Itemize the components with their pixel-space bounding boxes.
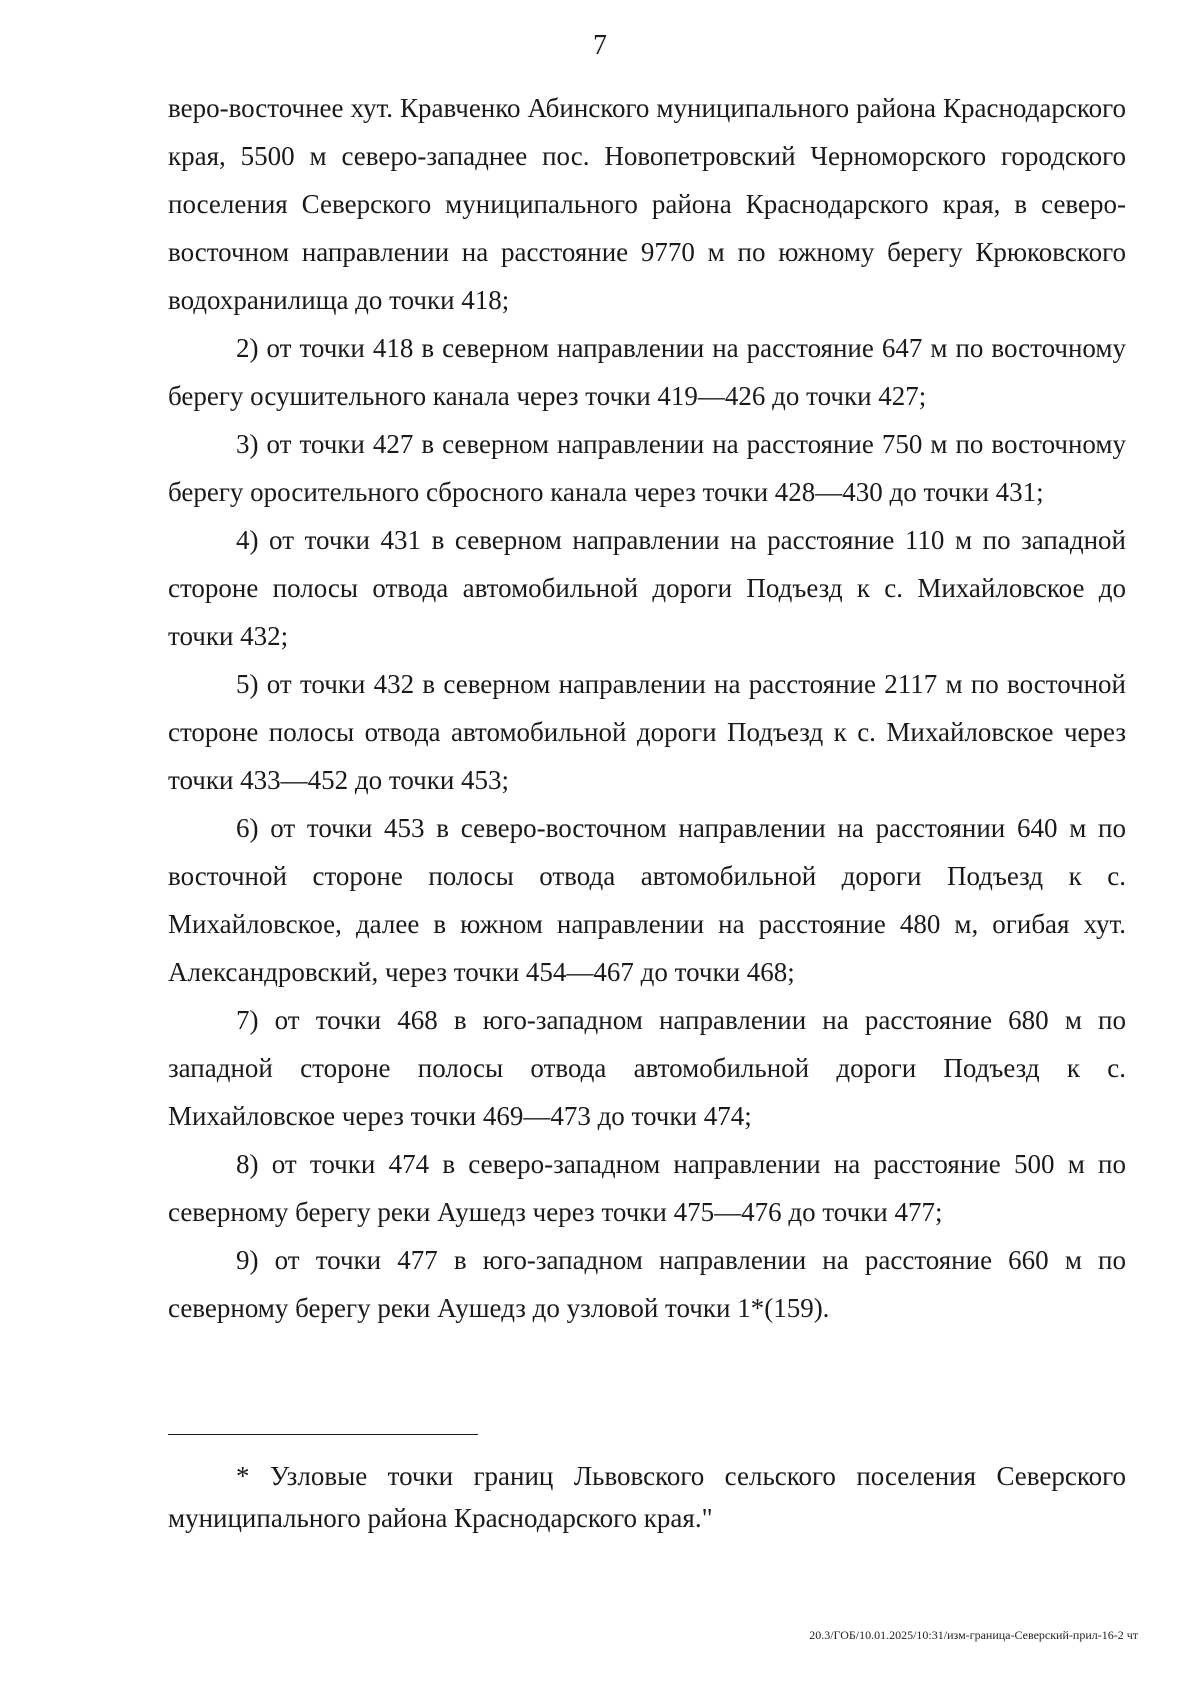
- paragraph-item-5: 5) от точки 432 в северном направлении на расстояние 2117 м по восточной стороне полосы отвода автомобильной дороги Подъезд к с. Михайловское через точки 433—452 до точки 453;: [168, 669, 1126, 795]
- paragraph-item-7: 7) от точки 468 в юго-западном направлении на расстояние 680 м по западной стороне полосы отвода автомобильной дороги Подъезд к с. Михайловское через точки 469—473 до точки 474;: [168, 1005, 1126, 1131]
- document-code: 20.3/ГОБ/10.01.2025/10:31/изм-граница-Северский-прил-16-2 чт: [809, 1628, 1138, 1642]
- paragraph-continuation: веро-восточнее хут. Кравченко Абинского муниципального района Краснодарского края, 5500 м северо-западнее пос. Новопетровский Черноморского городского поселения Северского муниципального района Краснодарского края, в северо-восточном направлении на расстояние 9770 м по южному берегу Крюковского водохранилища до точки 418;: [168, 93, 1126, 315]
- paragraph-item-6: 6) от точки 453 в северо-восточном направлении на расстоянии 640 м по восточной стороне полосы отвода автомобильной дороги Подъезд к с. Михайловское, далее в южном направлении на расстояние 480 м, огибая хут. Александровский, через точки 454—467 до точки 468;: [168, 813, 1126, 987]
- body-text: [168, 84, 1126, 1332]
- page-number: 7: [593, 30, 607, 61]
- paragraph-item-3: 3) от точки 427 в северном направлении на расстояние 750 м по восточному берегу оросительного сбросного канала через точки 428—430 до точки 431;: [168, 429, 1126, 507]
- paragraph-item-2: 2) от точки 418 в северном направлении на расстояние 647 м по восточному берегу осушительного канала через точки 419—426 до точки 427;: [168, 333, 1126, 411]
- paragraph-item-4: 4) от точки 431 в северном направлении на расстояние 110 м по западной стороне полосы отвода автомобильной дороги Подъезд к с. Михайловское до точки 432;: [168, 525, 1126, 651]
- footnote: * Узловые точки границ Львовского сельского поселения Северского муниципального района Краснодарского края.": [168, 1461, 1126, 1533]
- footnote-separator: [168, 1434, 478, 1435]
- paragraph-item-9: 9) от точки 477 в юго-западном направлении на расстояние 660 м по северному берегу реки Аушедз до узловой точки 1*(159).: [168, 1245, 1126, 1323]
- paragraph-item-8: 8) от точки 474 в северо-западном направлении на расстояние 500 м по северному берегу реки Аушедз через точки 475—476 до точки 477;: [168, 1149, 1126, 1227]
